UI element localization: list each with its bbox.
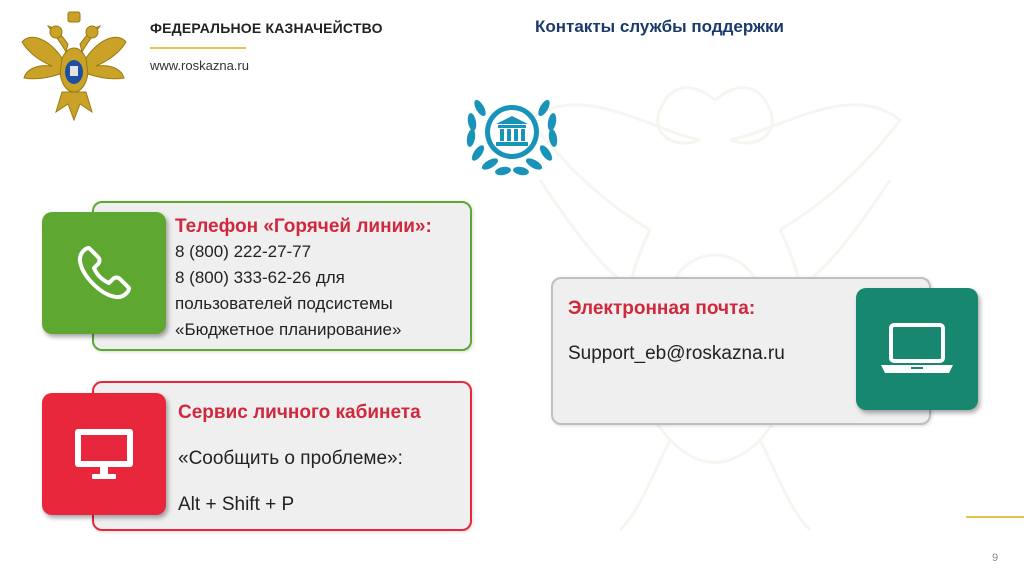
phone-icon (75, 244, 133, 302)
hotline-heading: Телефон «Горячей линии»: (175, 216, 432, 237)
hotline-note-line-2: «Бюджетное планирование» (175, 320, 402, 339)
email-address-link[interactable]: Support_eb@roskazna.ru (568, 343, 785, 364)
hotline-icon-box (42, 212, 166, 334)
cabinet-icon-box (42, 393, 166, 515)
cabinet-service-label: «Сообщить о проблеме»: (178, 448, 403, 469)
org-url-link[interactable]: www.roskazna.ru (150, 58, 249, 73)
email-icon-box (856, 288, 978, 410)
footer-divider (966, 516, 1024, 518)
cabinet-shortcut: Alt + Shift + P (178, 494, 295, 515)
org-name: ФЕДЕРАЛЬНОЕ КАЗНАЧЕЙСТВО (150, 20, 383, 36)
email-heading: Электронная почта: (568, 298, 756, 319)
hotline-phone-2[interactable]: 8 (800) 333-62-26 для (175, 268, 345, 287)
hotline-phone-1[interactable]: 8 (800) 222-27-77 (175, 242, 312, 261)
page-number: 9 (992, 552, 999, 564)
institution-wreath-icon (458, 78, 566, 182)
laptop-icon (877, 321, 957, 377)
monitor-icon (72, 426, 136, 482)
treasury-emblem-icon (18, 8, 130, 126)
cabinet-heading: Сервис личного кабинета (178, 402, 421, 423)
page-title: Контакты службы поддержки (535, 17, 785, 36)
hotline-note-line-1: пользователей подсистемы (175, 294, 393, 313)
org-divider (150, 47, 246, 49)
